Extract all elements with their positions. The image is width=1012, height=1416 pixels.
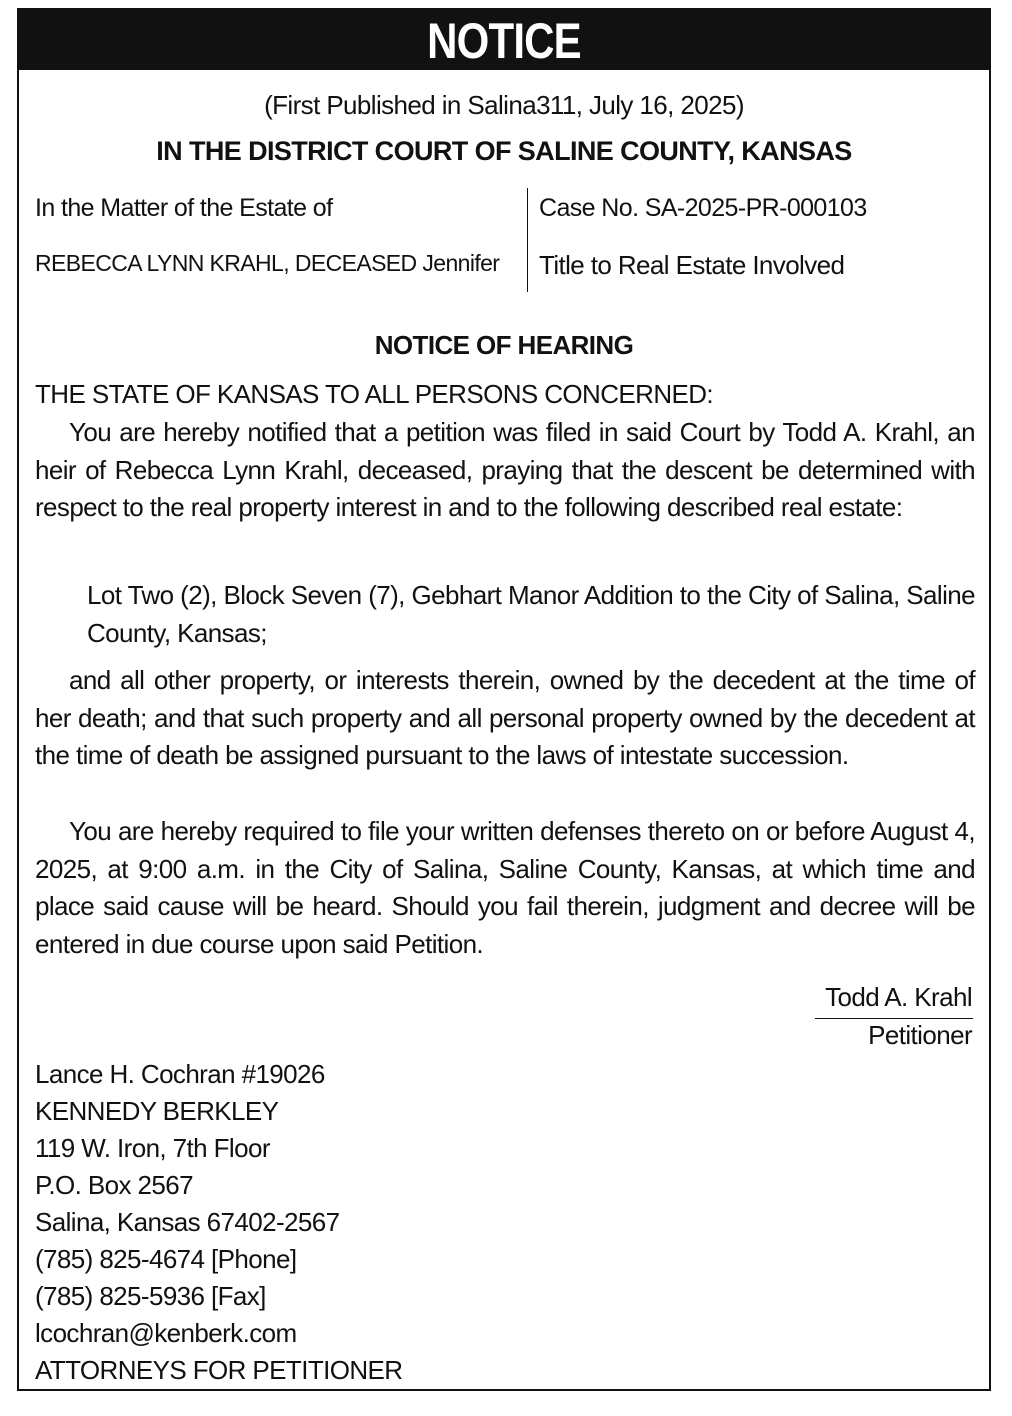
attorney-city: Salina, Kansas 67402-2567	[35, 1207, 340, 1237]
signature-name: Todd A. Krahl	[825, 982, 972, 1012]
caption-title-real-estate: Title to Real Estate Involved	[539, 250, 845, 280]
paragraph-property: and all other property, or interests therein, owned by the decedent at the time of her death; and that such property and all personal property owned by the decedent at the time of death be assigned pursuant to the laws of intestate succession.	[35, 665, 975, 771]
attorney-firm: KENNEDY BERKLEY	[35, 1096, 279, 1126]
notice-frame	[17, 8, 991, 1391]
caption-case-number: Case No. SA-2025-PR-000103	[539, 194, 867, 222]
attorney-phone: (785) 825-4674 [Phone]	[35, 1244, 297, 1274]
caption-divider	[527, 188, 528, 292]
paragraph-defenses: You are hereby required to file your written defenses thereto on or before August 4, 2025, at 9:00 a.m. in the City of Salina, Saline County, Kansas, at which time and place said cause will be heard. Should you fail therein, judgment and decree will be entered in due course upon said Petition.	[35, 816, 975, 959]
caption-matter: In the Matter of the Estate of	[35, 194, 333, 222]
attorney-po-box: P.O. Box 2567	[35, 1170, 193, 1200]
salutation: THE STATE OF KANSAS TO ALL PERSONS CONCERNED:	[35, 379, 714, 409]
court-heading: IN THE DISTRICT COURT OF SALINE COUNTY, KANSAS	[156, 136, 852, 166]
attorney-role: ATTORNEYS FOR PETITIONER	[35, 1355, 403, 1385]
notice-of-hearing-heading: NOTICE OF HEARING	[374, 330, 634, 360]
banner-title: NOTICE	[427, 13, 581, 69]
attorney-email: lcochran@kenberk.com	[35, 1318, 297, 1348]
legal-description: Lot Two (2), Block Seven (7), Gebhart Manor Addition to the City of Salina, Saline County, Kansas;	[87, 580, 975, 648]
caption-deceased: REBECCA LYNN KRAHL, DECEASED Jennifer	[35, 250, 500, 276]
attorney-fax: (785) 825-5936 [Fax]	[35, 1281, 266, 1311]
attorney-name: Lance H. Cochran #19026	[35, 1059, 325, 1089]
paragraph-petition: You are hereby notified that a petition was filed in said Court by Todd A. Krahl, an heir of Rebecca Lynn Krahl, deceased, praying that the descent be determined with respect to the real property interest in and to the following described real estate:	[35, 417, 975, 523]
attorney-block	[35, 1056, 402, 1389]
notice-banner	[19, 10, 989, 70]
attorney-street: 119 W. Iron, 7th Floor	[35, 1133, 270, 1163]
first-published-line: (First Published in Salina311, July 16, 2025)	[264, 90, 744, 120]
signature-role: Petitioner	[868, 1020, 972, 1050]
signature-line	[815, 1018, 973, 1019]
